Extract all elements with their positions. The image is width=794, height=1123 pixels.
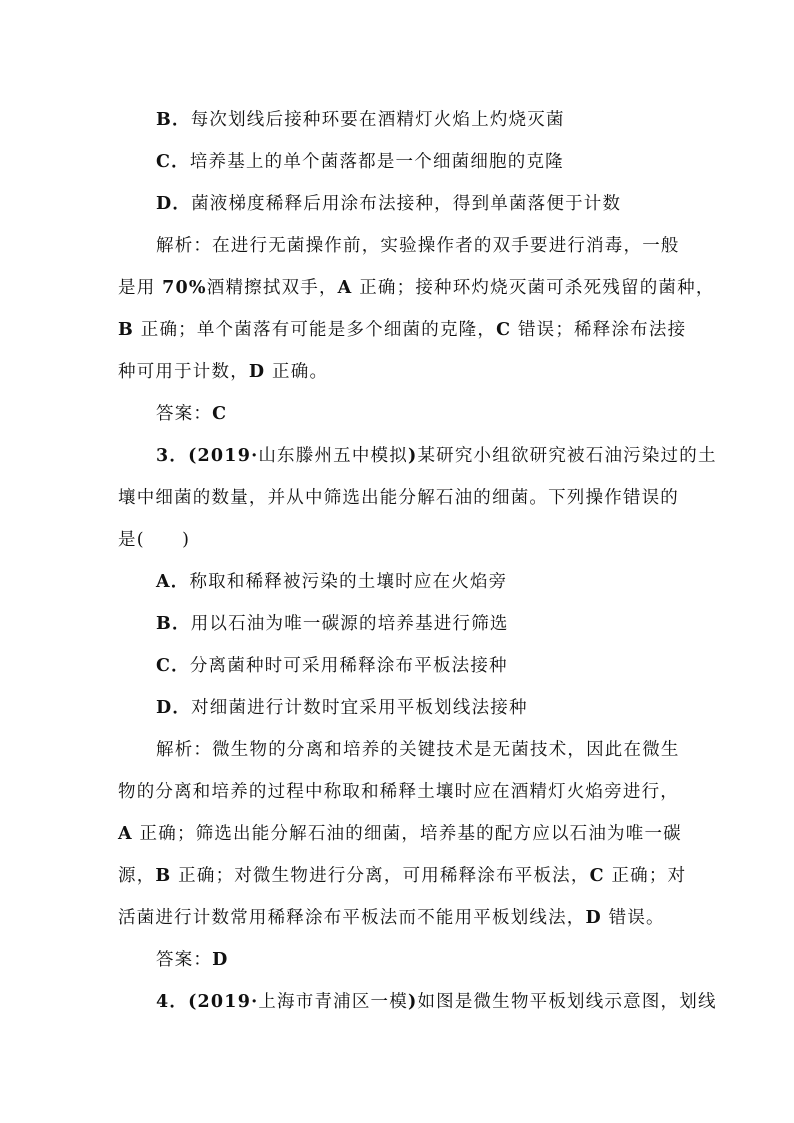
analysis-text: 种可用于计数，: [118, 362, 249, 382]
analysis-text: 物的分离和培养的过程中称取和稀释土壤时应在酒精灯火焰旁进行，: [118, 782, 679, 802]
option-label: B．: [156, 614, 191, 634]
option-label: C．: [156, 152, 190, 172]
q3-answer: [156, 946, 229, 971]
option-label: B．: [156, 110, 191, 130]
question-stem: 某研究小组欲研究被石油污染过的土: [417, 446, 717, 466]
q3-stem-line-2: [118, 484, 679, 509]
option-label: D．: [156, 194, 192, 214]
q2-option-b: [156, 106, 565, 131]
analysis-text: 错误；稀释涂布法接: [511, 320, 687, 340]
q2-analysis-line-2: [118, 274, 715, 299]
answer-label: 答案：: [156, 950, 213, 970]
question-source: 山东滕州五中模拟: [258, 446, 408, 466]
question-stem: 如图是微生物平板划线示意图，划线: [417, 992, 717, 1012]
q4-stem-line-1: [156, 988, 717, 1013]
option-text: 对细菌进行计数时宜采用平板划线法接种: [191, 698, 528, 718]
analysis-bold: C: [496, 320, 512, 340]
analysis-label: 解析：: [156, 740, 213, 760]
q3-analysis-line-5: [118, 904, 665, 929]
q2-option-d: [156, 190, 621, 215]
analysis-text: 是用: [118, 278, 163, 298]
q3-stem-line-1: [156, 442, 717, 467]
analysis-bold: B: [155, 866, 172, 886]
q3-option-c: [156, 652, 508, 677]
q2-option-c: [156, 148, 564, 173]
analysis-bold: 70%: [162, 278, 207, 298]
answer-value: C: [212, 404, 228, 424]
analysis-bold: A: [337, 278, 353, 298]
question-number: 4．: [156, 992, 189, 1012]
answer-label: 答案：: [156, 404, 213, 424]
analysis-text: 酒精擦拭双手，: [206, 278, 338, 298]
analysis-bold: D: [585, 908, 602, 928]
q2-analysis-line-3: [118, 316, 686, 341]
analysis-text: 正确；单个菌落有可能是多个细菌的克隆，: [134, 320, 497, 340]
option-label: D．: [156, 698, 192, 718]
analysis-text: 正确；筛选出能分解石油的细菌，培养基的配方应以石油为唯一碳: [132, 824, 682, 844]
analysis-text: 微生物的分离和培养的关键技术是无菌技术，因此在微生: [212, 740, 680, 760]
option-label: A．: [156, 572, 190, 592]
analysis-text: 正确；接种环灼烧灭菌可杀死残留的菌种，: [352, 278, 715, 298]
analysis-text: 源，: [118, 866, 156, 886]
question-source: (2019·: [188, 992, 259, 1012]
question-source: (2019·: [188, 446, 259, 466]
q3-stem-line-3: [118, 526, 190, 551]
option-text: 称取和稀释被污染的土壤时应在火焰旁: [189, 572, 508, 592]
q2-answer: [156, 400, 227, 425]
analysis-text: 正确；对微生物进行分离，可用稀释涂布平板法，: [171, 866, 590, 886]
analysis-bold: A: [118, 824, 133, 844]
question-source: 上海市青浦区一模: [258, 992, 408, 1012]
option-label: C．: [156, 656, 190, 676]
analysis-bold: D: [248, 362, 266, 382]
option-text: 用以石油为唯一碳源的培养基进行筛选: [190, 614, 509, 634]
analysis-text: 活菌进行计数常用稀释涂布平板法而不能用平板划线法，: [118, 908, 586, 928]
option-text: 每次划线后接种环要在酒精灯火焰上灼烧灭菌: [190, 110, 565, 130]
q2-analysis-line-4: [118, 358, 328, 383]
option-text: 菌液梯度稀释后用涂布法接种，得到单菌落便于计数: [191, 194, 622, 214]
q3-option-d: [156, 694, 528, 719]
q3-analysis-line-4: [118, 862, 686, 887]
question-stem: 壤中细菌的数量，并从中筛选出能分解石油的细菌。下列操作错误的: [118, 488, 679, 508]
question-source: ): [407, 992, 418, 1012]
analysis-text: 在进行无菌操作前，实验操作者的双手要进行消毒，一般: [212, 236, 680, 256]
question-source: ): [407, 446, 418, 466]
analysis-bold: B: [118, 320, 134, 340]
question-number: 3．: [156, 446, 189, 466]
question-stem: 是( ): [118, 530, 191, 550]
analysis-text: 正确；对: [604, 866, 687, 886]
q3-analysis-line-1: [156, 736, 680, 761]
q3-option-a: [156, 568, 507, 593]
analysis-label: 解析：: [156, 236, 213, 256]
option-text: 分离菌种时可采用稀释涂布平板法接种: [189, 656, 508, 676]
option-text: 培养基上的单个菌落都是一个细菌细胞的克隆: [189, 152, 564, 172]
analysis-text: 错误。: [601, 908, 665, 928]
q3-analysis-line-3: [118, 820, 682, 845]
q3-analysis-line-2: [118, 778, 679, 803]
analysis-text: 正确。: [265, 362, 329, 382]
answer-value: D: [212, 950, 229, 970]
analysis-bold: C: [589, 866, 605, 886]
q2-analysis-line-1: [156, 232, 680, 257]
q3-option-b: [156, 610, 509, 635]
